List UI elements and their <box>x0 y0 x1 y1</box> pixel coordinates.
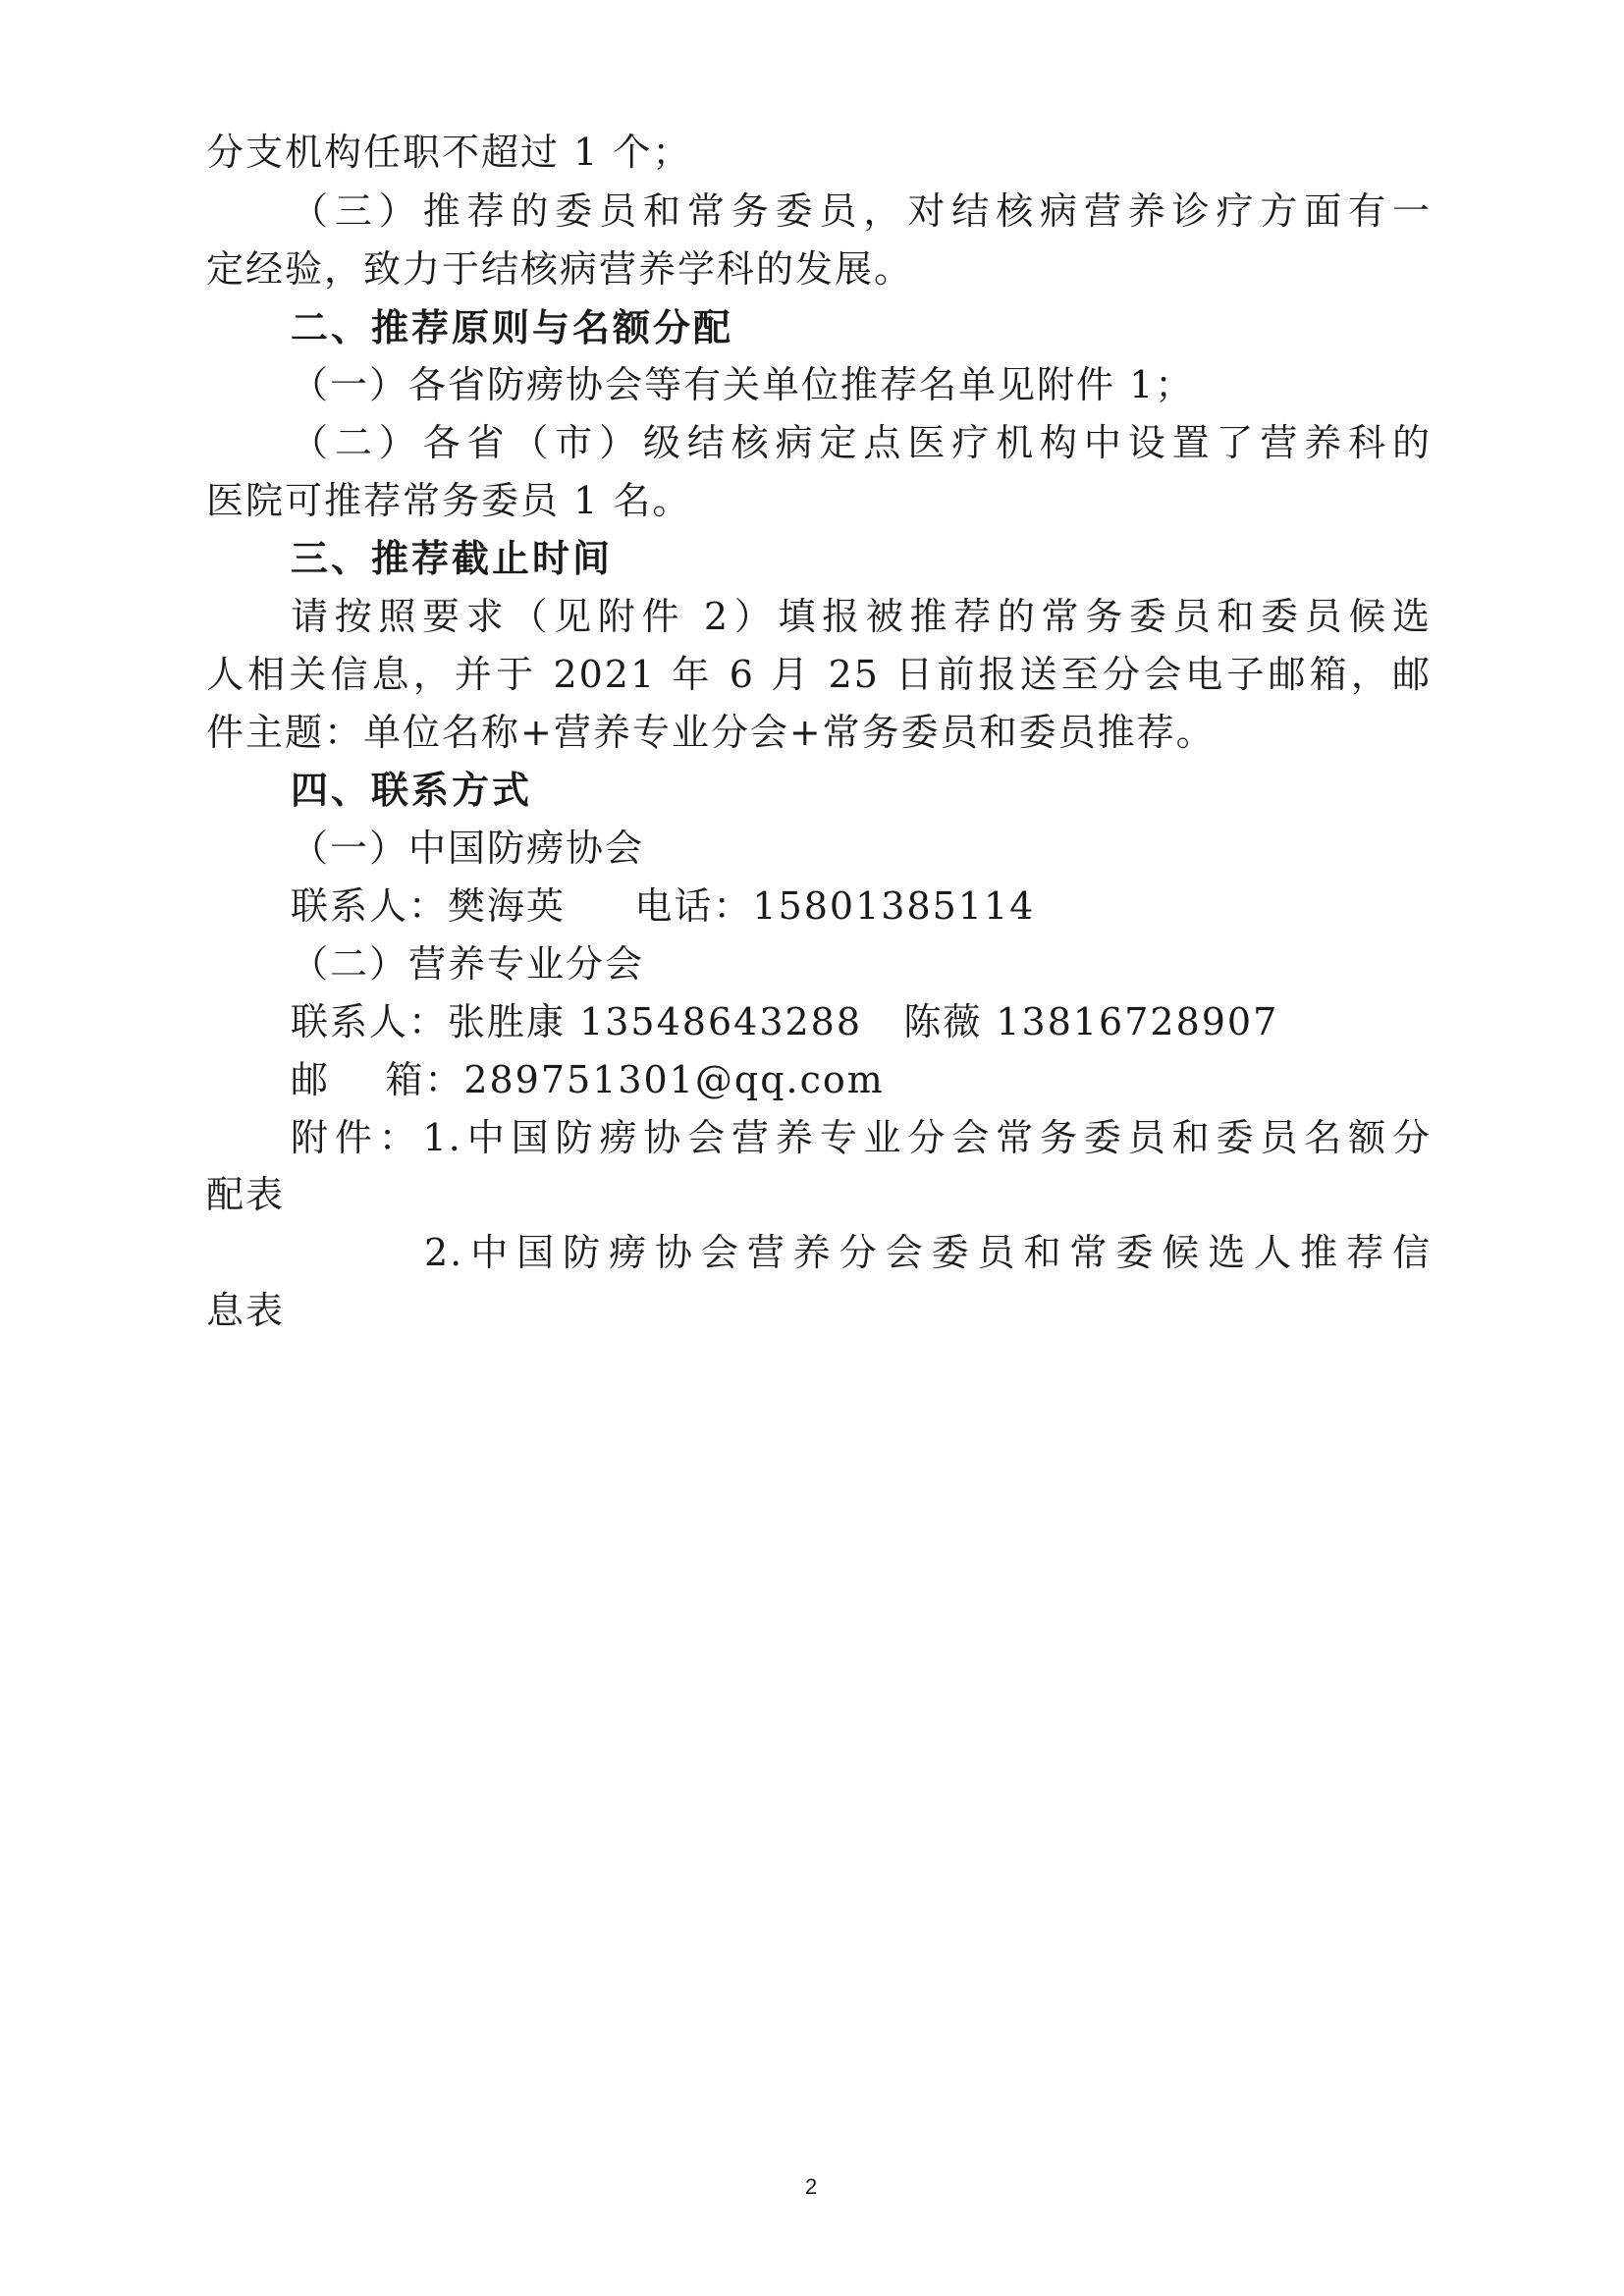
page-number: 2 <box>805 2174 818 2199</box>
contact-line: 联系人：樊海英 电话：15801385114 <box>291 884 1036 928</box>
attachment-line: 息表 <box>206 1289 286 1332</box>
body-text-line: 定经验，致力于结核病营养学科的发展。 <box>206 247 914 291</box>
section-heading: 四、联系方式 <box>291 769 533 812</box>
attachment-line: 附件：1.中国防痨协会营养专业分会常务委员和委员名额分 <box>291 1116 1432 1159</box>
email-line: 邮 箱：289751301@qq.com <box>291 1058 885 1101</box>
body-text-line: 人相关信息，并于 2021 年 6 月 25 日前报送至分会电子邮箱，邮 <box>206 653 1432 696</box>
attachment-line: 2.中国防痨协会营养分会委员和常委候选人推荐信 <box>424 1231 1432 1274</box>
contact-line: 联系人：张胜康 13548643288 陈薇 13816728907 <box>291 1000 1279 1043</box>
body-text-line: （一）中国防痨协会 <box>291 827 645 870</box>
attachment-line: 配表 <box>206 1173 286 1216</box>
body-text-line: 医院可推荐常务委员 1 名。 <box>206 479 692 522</box>
body-text-line: 件主题：单位名称+营养专业分会+常务委员和委员推荐。 <box>206 711 1216 754</box>
section-heading: 二、推荐原则与名额分配 <box>291 306 734 349</box>
body-text-line: 分支机构任职不超过 1 个； <box>206 131 692 174</box>
section-heading: 三、推荐截止时间 <box>291 537 614 580</box>
body-text-line: （一）各省防痨协会等有关单位推荐名单见附件 1； <box>291 363 1195 406</box>
body-text-line: 请按照要求（见附件 2）填报被推荐的常务委员和委员候选 <box>291 595 1432 638</box>
body-text-line: （二）各省（市）级结核病定点医疗机构中设置了营养科的 <box>291 421 1432 464</box>
body-text-line: （二）营养专业分会 <box>291 942 645 986</box>
body-text-line: （三）推荐的委员和常务委员，对结核病营养诊疗方面有一 <box>291 189 1432 233</box>
